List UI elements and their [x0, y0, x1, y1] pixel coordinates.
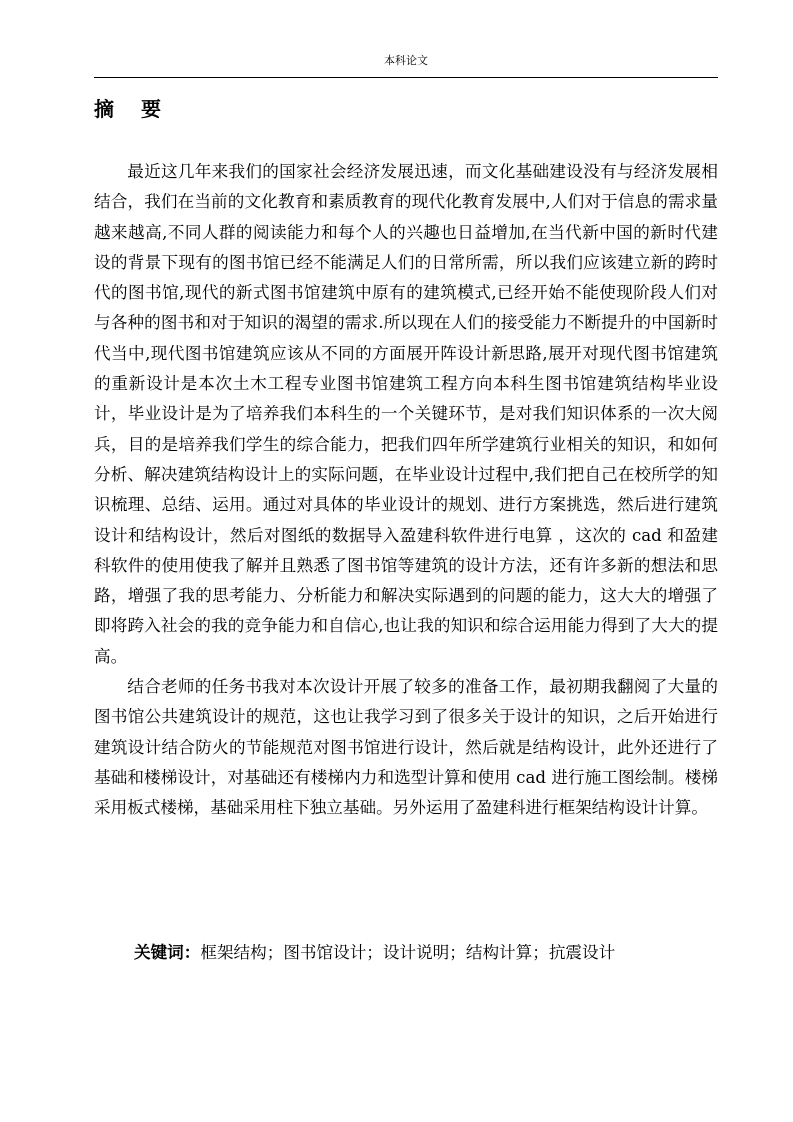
- keywords-text: 框架结构；图书馆设计；设计说明；结构计算；抗震设计: [200, 943, 616, 962]
- keywords-label: 关键词：: [134, 942, 201, 962]
- abstract-body: [94, 157, 718, 824]
- page-header: [94, 52, 718, 78]
- abstract-paragraph-2: 结合老师的任务书我对本次设计开展了较多的准备工作，最初期我翻阅了大量的图书馆公共建筑设计的规范，这也让我学习到了很多关于设计的知识，之后开始进行建筑设计结合防火的节能规范对图书馆进行设计，然后就是结构设计，此外还进行了基础和楼梯设计，对基础还有楼梯内力和选型计算和使用 cad 进行施工图绘制。楼梯采用板式楼梯，基础采用柱下独立基础。另外运用了盈建科进行框架结构设计计算。: [94, 677, 718, 818]
- abstract-title: 摘要: [94, 97, 188, 121]
- abstract-paragraph-1: 最近这几年来我们的国家社会经济发展迅速，而文化基础建设没有与经济发展相结合，我们在当前的文化教育和素质教育的现代化教育发展中,人们对于信息的需求量越来越高,不同人群的阅读能力和每个人的兴趣也日益增加,在当代新中国的新时代建设的背景下现有的图书馆已经不能满足人们的日常所需，所以我们应该建立新的跨时代的图书馆,现代的新式图书馆建筑中原有的建筑模式,已经开始不能使现阶段人们对与各种的图书和对于知识的渴望的需求.所以现在人们的接受能力不断提升的中国新时代当中,现代图书馆建筑应该从不同的方面展开阵设计新思路,展开对现代图书馆建筑的重新设计是本次土木工程专业图书馆建筑工程方向本科生图书馆建筑结构毕业设计，毕业设计是为了培养我们本科生的一个关键环节，是对我们知识体系的一次大阅兵，目的是培养我们学生的综合能力，把我们四年所学建筑行业相关的知识，和如何分析、解决建筑结构设计上的实际问题，在毕业设计过程中,我们把自己在校所学的知识梳理、总结、运用。通过对具体的毕业设计的规划、进行方案挑选，然后进行建筑设计和结构设计，然后对图纸的数据导入盈建科软件进行电算 ，这次的 cad 和盈建科软件的使用使我了解并且熟悉了图书馆等建筑的设计方法，还有许多新的想法和思路，增强了我的思考能力、分析能力和解决实际遇到的问题的能力，这大大的增强了即将跨入社会的我的竞争能力和自信心,也让我的知识和综合运用能力得到了大大的提高。: [94, 162, 718, 666]
- page-header-text: 本科论文: [384, 54, 428, 67]
- keywords-line: [134, 940, 718, 965]
